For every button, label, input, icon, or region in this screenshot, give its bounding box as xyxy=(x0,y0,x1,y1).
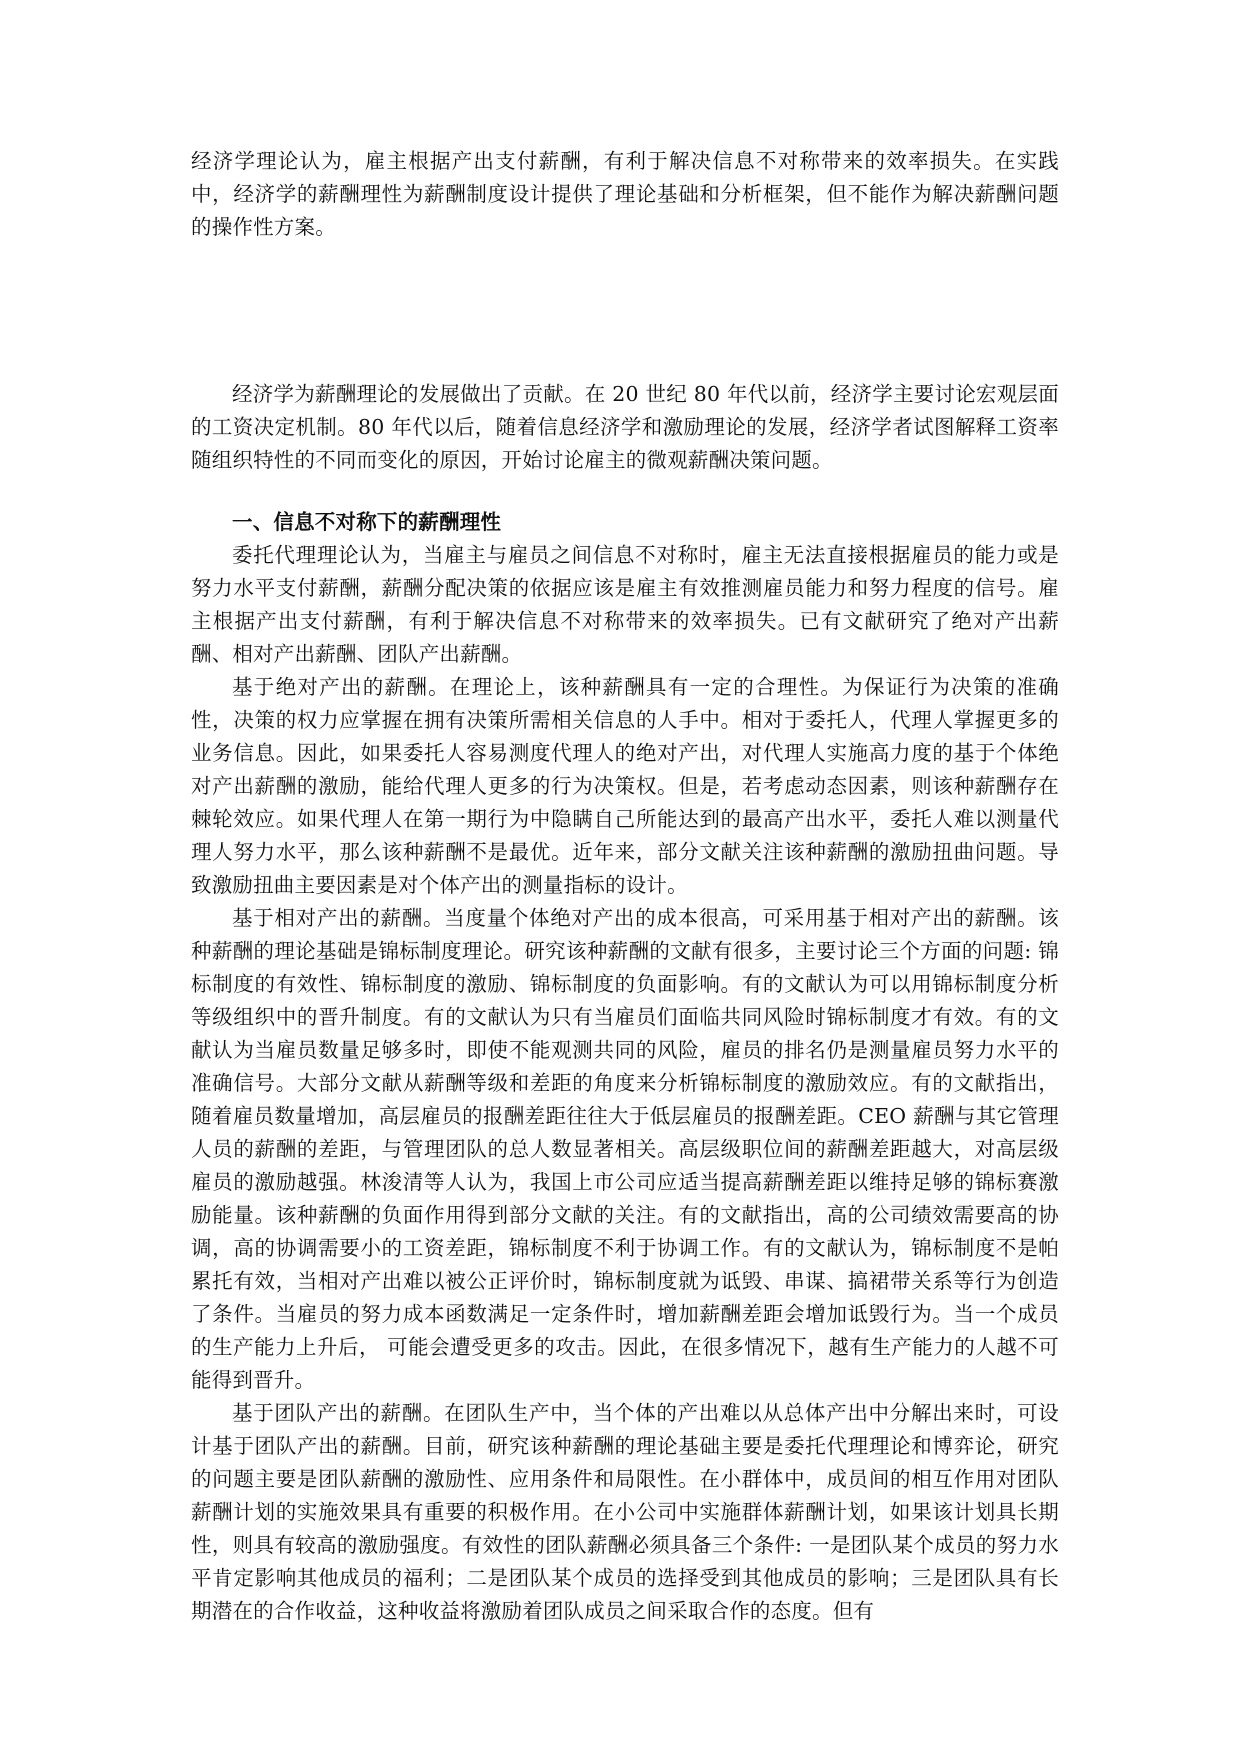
paragraph-economics-contribution: 经济学为薪酬理论的发展做出了贡献。在 20 世纪 80 年代以前，经济学主要讨论宏观层面的工资决定机制。80 年代以后，随着信息经济学和激励理论的发展，经济学者试图解释工资率随组织特性的不同而变化的原因，开始讨论雇主的微观薪酬决策问题。 xyxy=(191,382,1059,472)
paragraph-intro: 经济学理论认为，雇主根据产出支付薪酬，有利于解决信息不对称带来的效率损失。在实践中，经济学的薪酬理性为薪酬制度设计提供了理论基础和分析框架，但不能作为解决薪酬问题的操作性方案。 xyxy=(191,149,1059,239)
section-heading: 一、信息不对称下的薪酬理性 xyxy=(232,510,502,534)
paragraph-relative-output-pay: 基于相对产出的薪酬。当度量个体绝对产出的成本很高，可采用基于相对产出的薪酬。该种薪酬的理论基础是锦标制度理论。研究该种薪酬的文献有很多，主要讨论三个方面的问题: 锦标制度的有效性、锦标制度的激励、锦标制度的负面影响。有的文献认为可以用锦标制度分析等级组织中的晋升制度。有的文献认为只有当雇员们面临共同风险时锦标制度才有效。有的文献认为当雇员数量足够多时，即使不能观测共同的风险，雇员的排名仍是测量雇员努力水平的准确信号。大部分文献从薪酬等级和差距的角度来分析锦标制度的激励效应。有的文献指出，随着雇员数量增加，高层雇员的报酬差距往往大于低层雇员的报酬差距。CEO 薪酬与其它管理人员的薪酬的差距，与管理团队的总人数显著相关。高层级职位间的薪酬差距越大，对高层级雇员的激励越强。林浚清等人认为，我国上市公司应适当提高薪酬差距以维持足够的锦标赛激励能量。该种薪酬的负面作用得到部分文献的关注。有的文献指出，高的公司绩效需要高的协调，高的协调需要小的工资差距，锦标制度不利于协调工作。有的文献认为，锦标制度不是帕累托有效，当相对产出难以被公正评价时，锦标制度就为诋毁、串谋、搞裙带关系等行为创造了条件。当雇员的努力成本函数满足一定条件时，增加薪酬差距会增加诋毁行为。当一个成员的生产能力上升后， 可能会遭受更多的攻击。因此，在很多情况下，越有生产能力的人越不可能得到晋升。 xyxy=(191,906,1059,1392)
spacer xyxy=(191,477,1059,506)
paragraph-absolute-output-pay: 基于绝对产出的薪酬。在理论上，该种薪酬具有一定的合理性。为保证行为决策的准确性，决策的权力应掌握在拥有决策所需相关信息的人手中。相对于委托人，代理人掌握更多的业务信息。因此，如果委托人容易测度代理人的绝对产出，对代理人实施高力度的基于个体绝对产出薪酬的激励，能给代理人更多的行为决策权。但是，若考虑动态因素，则该种薪酬存在棘轮效应。如果代理人在第一期行为中隐瞒自己所能达到的最高产出水平，委托人难以测量代理人努力水平，那么该种薪酬不是最优。近年来，部分文献关注该种薪酬的激励扭曲问题。导致激励扭曲主要因素是对个体产出的测量指标的设计。 xyxy=(191,675,1059,897)
paragraph-team-output-pay: 基于团队产出的薪酬。在团队生产中，当个体的产出难以从总体产出中分解出来时，可设计基于团队产出的薪酬。目前，研究该种薪酬的理论基础主要是委托代理理论和博弈论，研究的问题主要是团队薪酬的激励性、应用条件和局限性。在小群体中，成员间的相互作用对团队薪酬计划的实施效果具有重要的积极作用。在小公司中实施群体薪酬计划，如果该计划具长期性，则具有较高的激励强度。有效性的团队薪酬必须具备三个条件: 一是团队某个成员的努力水平肯定影响其他成员的福利；二是团队某个成员的选择受到其他成员的影响；三是团队具有长期潜在的合作收益，这种收益将激励着团队成员之间采取合作的态度。但有 xyxy=(191,1401,1059,1623)
paragraph-principal-agent: 委托代理理论认为，当雇主与雇员之间信息不对称时，雇主无法直接根据雇员的能力或是努力水平支付薪酬，薪酬分配决策的依据应该是雇主有效推测雇员能力和努力程度的信号。雇主根据产出支付薪酬，有利于解决信息不对称带来的效率损失。已有文献研究了绝对产出薪酬、相对产出薪酬、团队产出薪酬。 xyxy=(191,543,1059,666)
document-page xyxy=(191,145,1059,1628)
spacer xyxy=(191,244,1059,378)
